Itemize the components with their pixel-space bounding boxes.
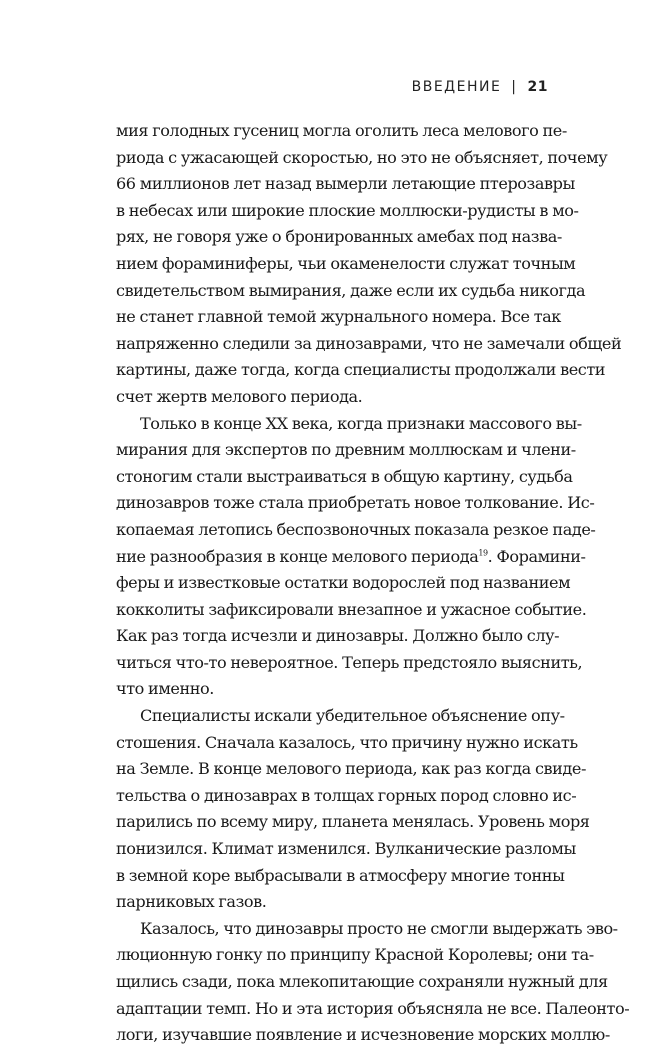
text-line: на Земле. В конце мелового периода, как раз когда свиде- <box>116 759 586 779</box>
text-line: адаптации темп. Но и эта история объясняла не все. Палеонто- <box>116 998 630 1018</box>
text-line: картины, даже тогда, когда специалисты продолжали вести <box>116 360 606 380</box>
text-line: логи, изучавшие появление и исчезновение морских моллю- <box>116 1025 610 1045</box>
text-line: в небесах или широкие плоские моллюски-рудисты в мо- <box>116 200 579 220</box>
page-number: 21 <box>527 79 548 95</box>
text-line: парниковых газов. <box>116 892 267 912</box>
text-segment: . Форамини- <box>487 546 586 566</box>
text-line: Только в конце XX века, когда признаки массового вы- <box>140 413 582 433</box>
text-line: рях, не говоря уже о бронированных амебах под назва- <box>116 227 562 247</box>
text-line: Казалось, что динозавры просто не смогли выдержать эво- <box>140 918 618 938</box>
text-line: стоногим стали выстраиваться в общую картину, судьба <box>116 466 573 486</box>
text-line: Как раз тогда исчезли и динозавры. Должно было слу- <box>116 626 560 646</box>
text-line: счет жертв мелового периода. <box>116 386 363 406</box>
chapter-title: ВВЕДЕНИЕ <box>411 79 502 95</box>
header-separator: | <box>511 79 518 95</box>
text-line: динозавров тоже стала приобретать новое толкование. Ис- <box>116 493 595 513</box>
text-line: стошения. Сначала казалось, что причину нужно искать <box>116 732 578 752</box>
text-line: тельства о динозаврах в толщах горных пород словно ис- <box>116 785 577 805</box>
text-line: не станет главной темой журнального номера. Все так <box>116 307 561 327</box>
text-line: кокколиты зафиксировали внезапное и ужасное событие. <box>116 599 587 619</box>
text-line: феры и известковые остатки водорослей под названием <box>116 573 571 593</box>
footnote-marker: 19 <box>478 548 488 558</box>
text-line: читься что-то невероятное. Теперь предстояло выяснить, <box>116 652 583 672</box>
text-line: понизился. Климат изменился. Вулканические разломы <box>116 839 576 859</box>
text-line: риода с ужасающей скоростью, но это не объясняет, почему <box>116 147 608 167</box>
text-line: в земной коре выбрасывали в атмосферу многие тонны <box>116 865 565 885</box>
text-line: 66 миллионов лет назад вымерли летающие птерозавры <box>116 174 575 194</box>
text-line: Специалисты искали убедительное объяснение опу- <box>140 706 565 726</box>
text-line-with-footnote <box>116 544 586 571</box>
text-line: мия голодных гусениц могла оголить леса мелового пе- <box>116 121 567 140</box>
text-line: копаемая летопись беспозвоночных показала резкое паде- <box>116 519 596 539</box>
text-line: мирания для экспертов по древним моллюскам и члени- <box>116 440 576 460</box>
text-line: что именно. <box>116 679 214 699</box>
running-head <box>412 79 548 95</box>
body-text <box>116 118 630 1049</box>
text-line: щились сзади, пока млекопитающие сохраняли нужный для <box>116 972 608 991</box>
text-line: нием фораминиферы, чьи окаменелости служат точным <box>116 253 576 273</box>
text-segment: ние разнообразия в конце мелового периода <box>116 546 479 566</box>
text-line: свидетельством вымирания, даже если их судьба никогда <box>116 280 586 300</box>
text-line: напряженно следили за динозаврами, что не замечали общей <box>116 333 622 353</box>
text-line: люционную гонку по принципу Красной Королевы; они та- <box>116 945 594 965</box>
text-line: парились по всему миру, планета менялась. Уровень моря <box>116 812 590 832</box>
